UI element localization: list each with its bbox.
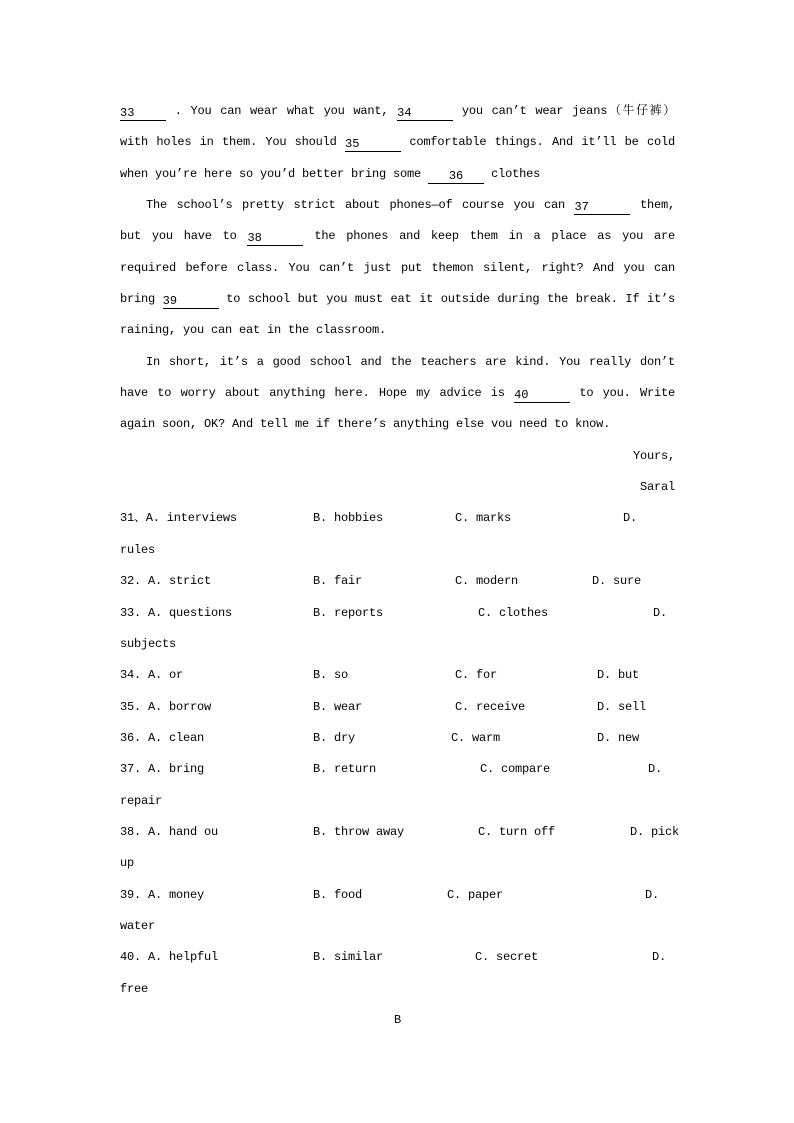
- option-33-b: B. reports: [313, 605, 384, 620]
- content-area: [120, 96, 680, 1036]
- passage-text: you can’t wear jeans（牛仔裤）: [453, 104, 675, 118]
- cloze-blank-34: 34: [397, 106, 453, 121]
- option-37-c: C. compare: [480, 762, 551, 777]
- option-36-c: C. warm: [451, 730, 501, 745]
- option-39-d-wrap: water: [120, 918, 156, 933]
- cloze-blank-37: 37: [574, 200, 630, 215]
- passage-text: clothes: [484, 166, 541, 181]
- passage-text: raining, you can eat in the classroom.: [120, 323, 387, 338]
- cloze-blank-39: 39: [163, 294, 219, 309]
- option-31-d-wrap: rules: [120, 542, 156, 557]
- option-39-c: C. paper: [447, 887, 504, 902]
- passage-text: with holes in them. You should: [120, 135, 345, 150]
- option-36-d: D. new: [597, 730, 640, 745]
- passage-line-6: [120, 253, 675, 284]
- option-34-d: D. but: [597, 668, 640, 683]
- option-35-d: D. sell: [597, 699, 647, 714]
- option-40-d: D.: [652, 950, 667, 965]
- cloze-blank-35: 35: [345, 137, 401, 152]
- passage-text: have to worry about anything here. Hope my advice is: [120, 386, 515, 401]
- passage-text: required before class. You can’t just put themon silent, right? And you can: [120, 260, 675, 275]
- passage-text: In short, it’s a good school and the teachers are kind. You really don’t: [146, 354, 675, 369]
- option-37-a: 37. A. bring: [120, 762, 205, 777]
- option-39-b: B. food: [313, 887, 363, 902]
- option-39-a: 39. A. money: [120, 887, 205, 902]
- passage-line-1: [120, 96, 675, 127]
- option-40-a: 40. A. helpful: [120, 950, 219, 965]
- option-31-d: D.: [623, 511, 638, 526]
- option-37-d-wrap: repair: [120, 793, 163, 808]
- passage-text: them,: [630, 198, 675, 213]
- passage-line-13: [120, 472, 675, 503]
- option-34-c: C. for: [455, 668, 498, 683]
- option-32-b: B. fair: [313, 574, 363, 589]
- option-row-36: [120, 723, 675, 754]
- option-36-a: 36. A. clean: [120, 730, 205, 745]
- option-row-38: [120, 817, 680, 848]
- passage-text: bring: [120, 292, 163, 307]
- option-38-a: 38. A. hand ou: [120, 824, 219, 839]
- option-row-34: [120, 660, 675, 691]
- option-38-d-wrap: up: [120, 856, 135, 871]
- section-label: B: [393, 1012, 401, 1027]
- cloze-blank-36: 36: [428, 169, 484, 184]
- option-38-d: D. pick: [630, 824, 680, 839]
- option-row-39: [120, 880, 675, 911]
- passage-text: . You can wear what you want,: [166, 104, 398, 118]
- option-40-b: B. similar: [313, 950, 384, 965]
- option-33-c: C. clothes: [478, 605, 549, 620]
- option-31-c: C. marks: [455, 511, 512, 526]
- passage-text: to you. Write: [570, 386, 675, 401]
- option-36-b: B. dry: [313, 730, 356, 745]
- option-37-d: D.: [648, 762, 663, 777]
- passage-line-2: [120, 127, 675, 158]
- option-row-35: [120, 692, 675, 723]
- passage-line-9: [120, 347, 675, 378]
- option-33-d: D.: [653, 605, 668, 620]
- passage-text: The school’s pretty strict about phones—of course you can: [146, 198, 575, 213]
- option-35-b: B. wear: [313, 699, 363, 714]
- option-34-a: 34. A. or: [120, 668, 184, 683]
- cloze-blank-33: 33: [120, 106, 166, 121]
- passage-text: to school but you must eat it outside during the break. If it’s: [218, 292, 676, 307]
- passage-text: when you’re here so you’d better bring some: [120, 166, 429, 181]
- option-38-b: B. throw away: [313, 824, 405, 839]
- option-32-d: D. sure: [592, 574, 642, 589]
- option-34-b: B. so: [313, 668, 349, 683]
- passage-text: the phones and keep them in a place as you are: [303, 229, 675, 244]
- cloze-blank-38: 38: [247, 231, 303, 246]
- option-40-d-wrap: free: [120, 981, 149, 996]
- option-37-b: B. return: [313, 762, 377, 777]
- option-31-a: 31、A. interviews: [120, 511, 237, 526]
- option-38-c: C. turn off: [478, 824, 556, 839]
- option-row-31: [120, 503, 675, 534]
- option-32-a: 32. A. strict: [120, 574, 212, 589]
- passage-text: Saral: [639, 480, 675, 495]
- passage-line-8: [120, 315, 675, 346]
- passage-line-10: [120, 378, 675, 409]
- option-31-b: B. hobbies: [313, 511, 384, 526]
- option-row-32: [120, 566, 675, 597]
- cloze-blank-40: 40: [514, 388, 570, 403]
- option-35-a: 35. A. borrow: [120, 699, 212, 714]
- passage-line-3: [120, 159, 675, 190]
- option-39-d: D.: [645, 887, 660, 902]
- passage-text: comfortable things. And it’ll be cold: [401, 135, 675, 150]
- option-35-c: C. receive: [455, 699, 526, 714]
- passage-line-4: [120, 190, 675, 221]
- option-33-d-wrap: subjects: [120, 636, 177, 651]
- option-row-33: [120, 598, 675, 629]
- passage-text: but you have to: [120, 229, 248, 244]
- passage-text: again soon, OK? And tell me if there’s anything else vou need to know.: [120, 417, 611, 432]
- option-row-40: [120, 942, 675, 973]
- option-33-a: 33. A. questions: [120, 605, 233, 620]
- passage-line-5: [120, 221, 675, 252]
- options-list: [120, 503, 680, 1005]
- option-40-c: C. secret: [475, 950, 539, 965]
- passage-line-11: [120, 409, 675, 440]
- option-row-37: [120, 754, 675, 785]
- passage-line-12: [120, 441, 675, 472]
- passage-line-7: [120, 284, 675, 315]
- cloze-passage: [120, 96, 675, 503]
- passage-text: Yours,: [632, 448, 675, 463]
- option-32-c: C. modern: [455, 574, 519, 589]
